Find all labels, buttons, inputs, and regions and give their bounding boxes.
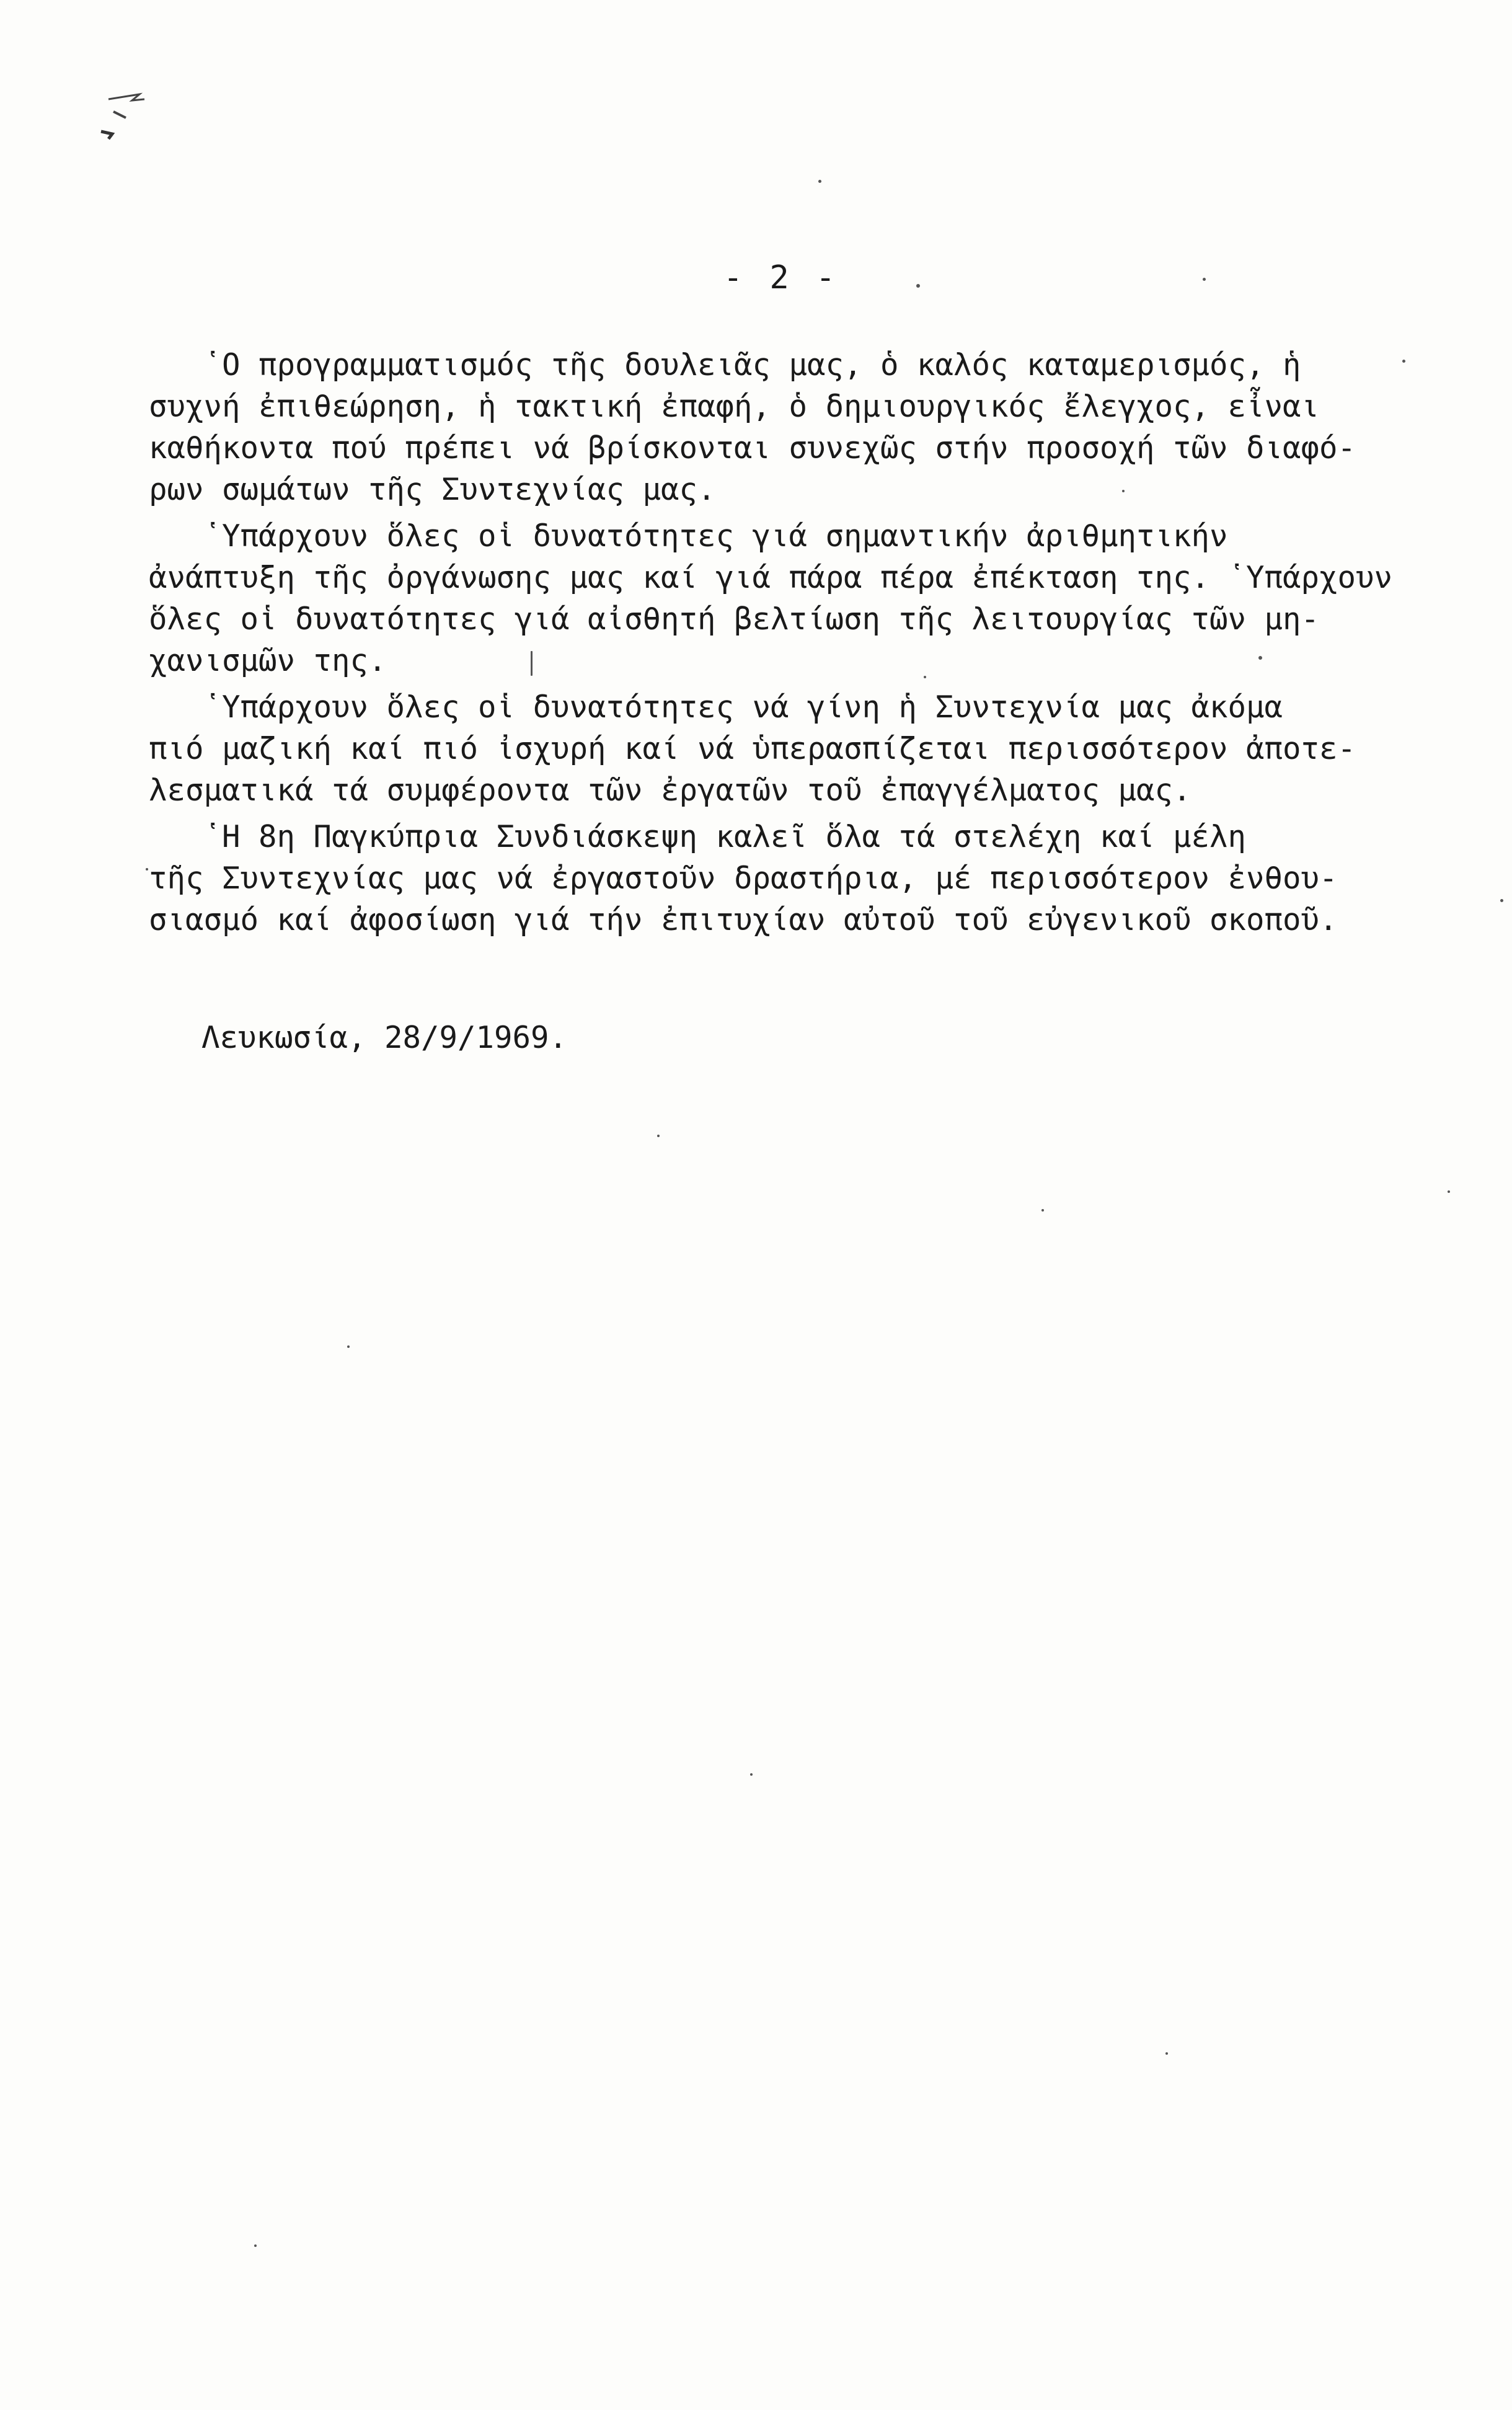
text-line: ὅλες οἱ δυνατότητες γιά αἰσθητή βελτίωση τῆς λειτουργίας τῶν μη- bbox=[149, 601, 1320, 637]
text-line: ῾Υπάρχουν ὅλες οἱ δυνατότητες γιά σημαντικήν ἀριθμητικήν bbox=[149, 518, 1228, 554]
scan-speck bbox=[657, 1135, 660, 1137]
scan-speck bbox=[347, 1345, 350, 1348]
pen-mark-icon bbox=[96, 87, 152, 143]
text-line: καθήκοντα πού πρέπει νά βρίσκονται συνεχῶς στήν προσοχή τῶν διαφό- bbox=[149, 430, 1356, 466]
scan-speck bbox=[1122, 490, 1125, 492]
paragraph bbox=[149, 816, 1389, 941]
scan-speck bbox=[146, 868, 148, 871]
paragraph bbox=[149, 686, 1389, 811]
place-and-date: Λευκωσία, 28/9/1969. bbox=[201, 1020, 568, 1055]
paragraph-gap bbox=[149, 681, 1389, 686]
text-line: σιασμό καί ἀφοσίωση γιά τήν ἐπιτυχίαν αὐτοῦ τοῦ εὐγενικοῦ σκοποῦ. bbox=[149, 902, 1338, 937]
text-line: πιό μαζική καί πιό ἰσχυρή καί νά ὑπερασπίζεται περισσότερον ἀποτε- bbox=[149, 731, 1356, 766]
text-line: συχνή ἐπιθεώρηση, ἡ τακτική ἐπαφή, ὁ δημιουργικός ἔλεγχος, εἶναι bbox=[149, 389, 1320, 424]
paragraph bbox=[149, 344, 1389, 510]
text-line: ῾Υπάρχουν ὅλες οἱ δυνατότητες νά γίνη ἡ Συντεχνία μας ἀκόμα bbox=[149, 689, 1283, 725]
scan-speck bbox=[1041, 1209, 1044, 1212]
text-line: τῆς Συντεχνίας μας νά ἐργαστοῦν δραστήρια, μέ περισσότερον ἐνθου- bbox=[149, 861, 1338, 896]
scan-speck bbox=[1402, 360, 1405, 363]
scan-speck bbox=[1448, 1190, 1450, 1193]
text-line: ἀνάπτυξη τῆς ὀργάνωσης μας καί γιά πάρα πέρα ἐπέκταση της. ῾Υπάρχουν bbox=[149, 560, 1393, 595]
scan-speck bbox=[750, 1773, 753, 1776]
scan-speck bbox=[1165, 2052, 1168, 2055]
paragraph-gap bbox=[149, 811, 1389, 816]
scan-speck bbox=[916, 284, 920, 288]
page-number: - 2 - bbox=[723, 259, 839, 296]
scan-speck bbox=[254, 2244, 257, 2247]
scan-speck bbox=[1258, 656, 1262, 660]
scan-speck bbox=[818, 180, 821, 183]
scan-speck bbox=[1500, 899, 1503, 902]
text-line: χανισμῶν της. bbox=[149, 643, 387, 678]
scan-speck bbox=[924, 676, 926, 678]
text-line: ῾Η 8η Παγκύπρια Συνδιάσκεψη καλεῖ ὅλα τά στελέχη καί μέλη bbox=[149, 819, 1247, 854]
body-text bbox=[149, 344, 1393, 941]
text-line: ρων σωμάτων τῆς Συντεχνίας μας. bbox=[149, 472, 716, 507]
paragraph bbox=[149, 515, 1393, 681]
text-line: λεσματικά τά συμφέροντα τῶν ἐργατῶν τοῦ ἐπαγγέλματος μας. bbox=[149, 773, 1191, 808]
paragraph-gap bbox=[149, 510, 1389, 515]
scan-speck bbox=[531, 651, 533, 676]
text-line: ῾Ο προγραμματισμός τῆς δουλειᾶς μας, ὁ καλός καταμερισμός, ἡ bbox=[149, 347, 1301, 383]
scan-speck bbox=[1203, 278, 1206, 281]
